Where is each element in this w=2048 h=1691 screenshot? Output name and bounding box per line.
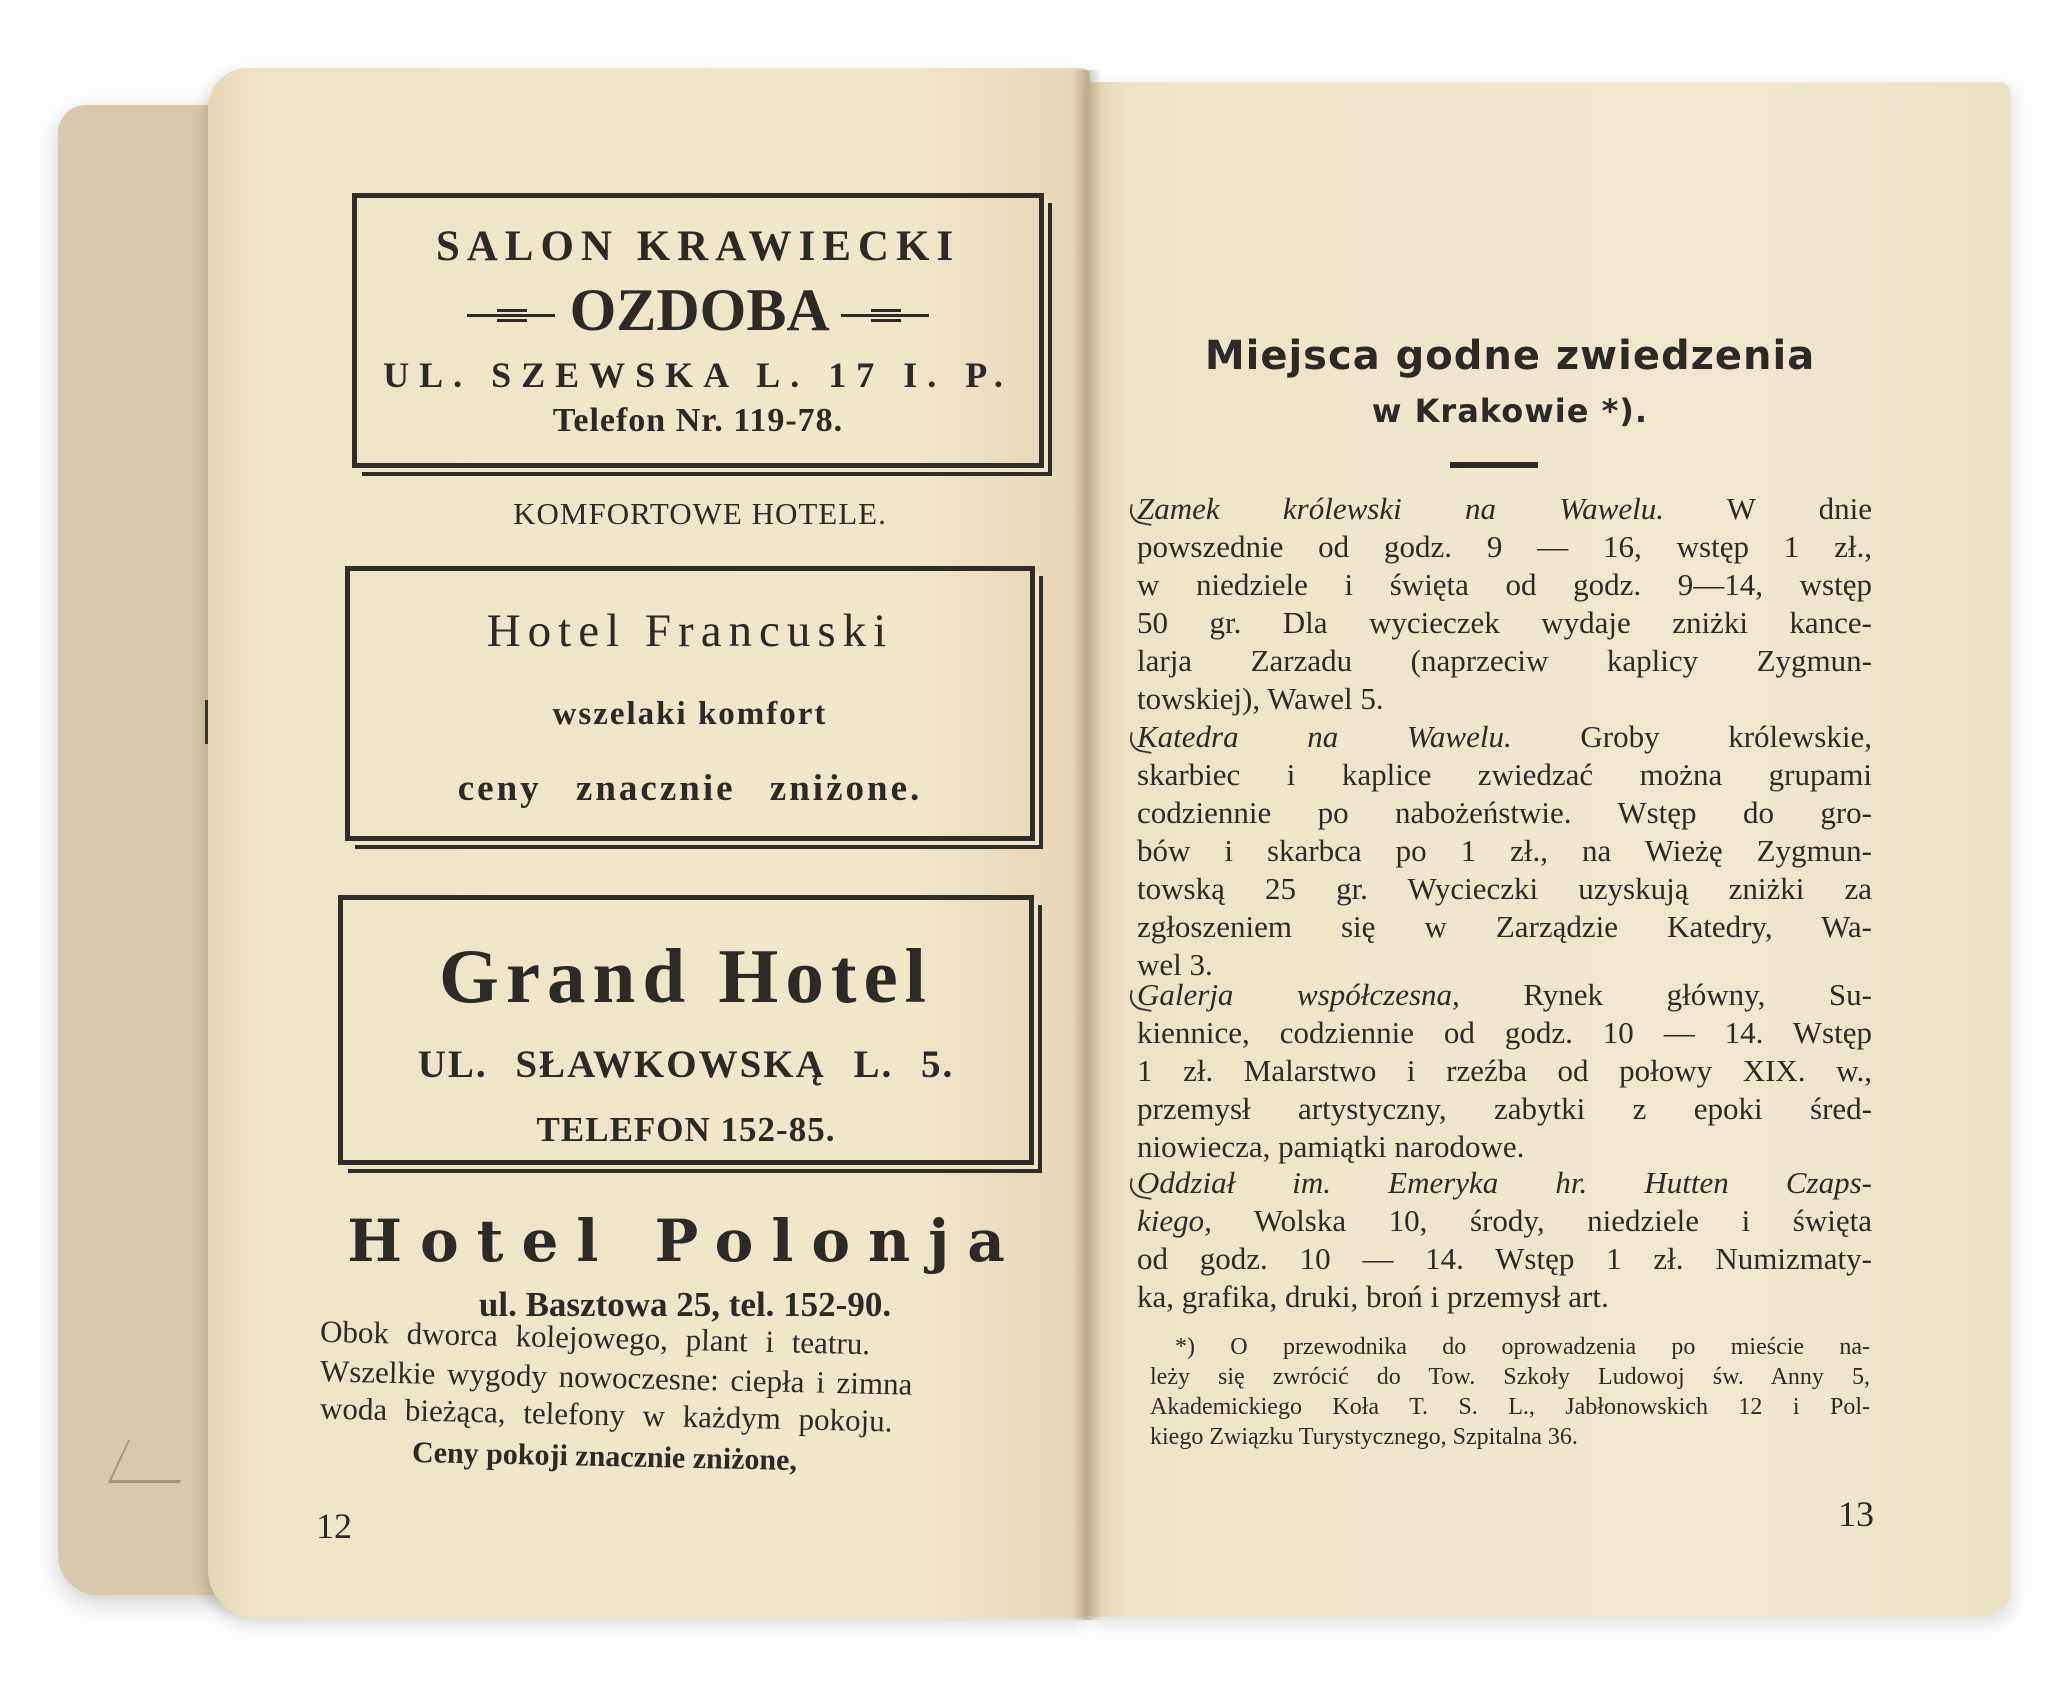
text-line: larja Zarzadu (naprzeciw kaplicy Zygmun-	[1137, 643, 1872, 678]
footnote-line: *) O przewodnika do oprowadzenia po mieście na-	[1175, 1334, 1870, 1360]
page-gutter	[1072, 70, 1102, 1620]
text-span: Groby królewskie,	[1511, 719, 1872, 754]
footnote-line: Akademickiego Koła T. S. L., Jabłonowskich 12 i Pol-	[1150, 1394, 1870, 1420]
salon-phone: Telefon Nr. 119-78.	[552, 402, 844, 439]
polonja-name: Hotel Polonja	[347, 1207, 1023, 1275]
salon-name-text: OZDOBA	[569, 277, 827, 343]
text-line: niowiecza, pamiątki narodowe.	[1137, 1129, 1525, 1164]
text-line: 1 zł. Malarstwo i rzeźba od połowy XIX. w.,	[1137, 1053, 1872, 1088]
italic-heading: kiego,	[1137, 1203, 1212, 1238]
text-span: Wolska 10, środy, niedziele i święta	[1211, 1203, 1872, 1238]
title-rule	[1450, 462, 1538, 468]
text-line: 50 gr. Dla wycieczek wydaje zniżki kance-	[1137, 605, 1872, 640]
right-page-title: Miejsca godne zwiedzenia	[1204, 333, 1816, 379]
text-line: w niedziele i święta od godz. 9—14, wstęp	[1137, 567, 1872, 602]
dash-ornament-left	[467, 309, 555, 323]
polonja-line3: woda bieżąca, telefony w każdym pokoju.	[319, 1390, 893, 1439]
salon-line1: SALON KRAWIECKI	[435, 223, 961, 270]
text-line: ka, grafika, druki, broń i przemysł art.	[1137, 1279, 1609, 1314]
grand-address: UL. SŁAWKOWSKĄ L. 5.	[417, 1043, 955, 1086]
italic-heading: Katedra na Wawelu.	[1137, 719, 1512, 754]
grand-name: Grand Hotel	[438, 933, 934, 1019]
text-line	[1137, 718, 1872, 756]
ad-grand-hotel	[338, 895, 1034, 1165]
text-line: wel 3.	[1137, 947, 1213, 982]
ad-salon-krawiecki	[352, 193, 1044, 468]
dash-ornament-right	[841, 309, 929, 323]
text-line: powszednie od godz. 9 — 16, wstęp 1 zł.,	[1137, 529, 1872, 564]
italic-heading: Galerja współczesna,	[1137, 977, 1460, 1012]
text-line: towskiej), Wawel 5.	[1137, 681, 1384, 716]
salon-name	[357, 276, 1039, 345]
francuski-line2: wszelaki komfort	[552, 696, 828, 732]
text-line: skarbiec i kaplice zwiedzać można grupami	[1137, 757, 1872, 792]
text-span: W dnie	[1663, 491, 1872, 526]
polonja-line1: Obok dworca kolejowego, plant i teatru.	[319, 1313, 871, 1362]
francuski-name: Hotel Francuski	[486, 605, 894, 657]
text-line	[1137, 1202, 1872, 1240]
footnote-line: leży się zwrócić do Tow. Szkoły Ludowoj św. Anny 5,	[1150, 1364, 1870, 1390]
text-line: bów i skarbca po 1 zł., na Wieżę Zygmun-	[1137, 833, 1872, 868]
page-number-right: 13	[1838, 1494, 1874, 1534]
salon-address: UL. SZEWSKA L. 17 I. P.	[383, 355, 1013, 395]
text-line: zgłoszeniem się w Zarządzie Katedry, Wa-	[1137, 909, 1872, 944]
italic-heading: Zamek królewski na Wawelu.	[1137, 491, 1664, 526]
footnote-line: kiego Związku Turystycznego, Szpitalna 36.	[1150, 1424, 1578, 1450]
text-line: od godz. 10 — 14. Wstęp 1 zł. Numizmaty-	[1137, 1241, 1872, 1276]
text-line	[1137, 490, 1872, 528]
text-line: przemysł artystyczny, zabytki z epoki śred-	[1137, 1091, 1872, 1126]
text-line: kiennice, codziennie od godz. 10 — 14. Wstęp	[1137, 1015, 1872, 1050]
polonja-line4: Ceny pokoji znacznie zniżone,	[411, 1435, 798, 1478]
ad-hotel-francuski	[345, 566, 1035, 841]
francuski-line3: ceny znacznie zniżone.	[457, 768, 923, 809]
text-line: codziennie po nabożeństwie. Wstęp do gro-	[1137, 795, 1872, 830]
text-span: Rynek główny, Su-	[1459, 977, 1872, 1012]
polonja-line2: Wszelkie wygody nowoczesne: ciepła i zimna	[319, 1353, 913, 1402]
italic-heading: Oddział im. Emeryka hr. Hutten Czaps-	[1137, 1165, 1872, 1200]
text-line: towską 25 gr. Wycieczki uzyskują zniżki za	[1137, 871, 1872, 906]
page-number-left: 12	[316, 1506, 352, 1546]
polonja-address: ul. Basztowa 25, tel. 152-90.	[478, 1285, 892, 1324]
right-page-subtitle: w Krakowie *).	[1371, 392, 1649, 430]
grand-phone: TELEFON 152-85.	[536, 1110, 836, 1149]
komfortowe-heading: KOMFORTOWE HOTELE.	[513, 496, 887, 531]
text-line	[1137, 976, 1872, 1014]
